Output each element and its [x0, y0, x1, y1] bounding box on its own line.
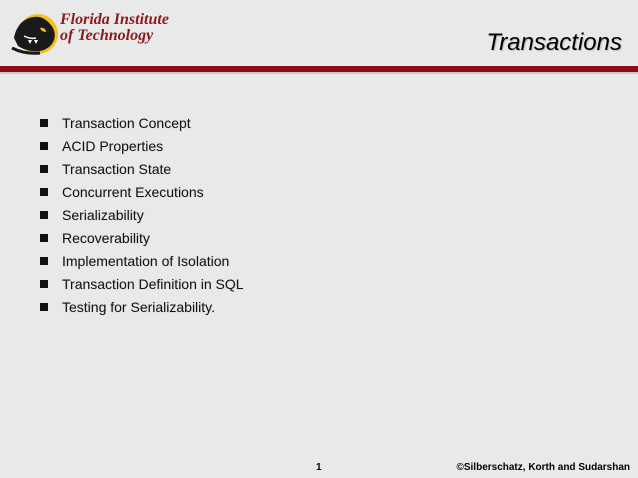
square-bullet-icon — [40, 211, 48, 219]
square-bullet-icon — [40, 280, 48, 288]
logo-line-1: Florida Institute — [60, 11, 169, 28]
square-bullet-icon — [40, 257, 48, 265]
header-rule-shadow — [0, 72, 638, 74]
bullet-text: ACID Properties — [62, 138, 164, 154]
bullet-text: Transaction Definition in SQL — [62, 276, 244, 292]
square-bullet-icon — [40, 165, 48, 173]
slide-title: Transactions — [486, 29, 622, 56]
logo-text — [60, 12, 169, 44]
page-number: 1 — [316, 462, 322, 473]
bullet-text: Transaction Concept — [62, 115, 191, 131]
logo-line-2: of Technology — [60, 27, 154, 44]
institution-logo — [10, 8, 170, 58]
square-bullet-icon — [40, 188, 48, 196]
copyright-notice: ©Silberschatz, Korth and Sudarshan — [456, 462, 630, 473]
square-bullet-icon — [40, 142, 48, 150]
bullet-text: Implementation of Isolation — [62, 253, 230, 269]
bullet-text: Transaction State — [62, 161, 172, 177]
bullet-text: Concurrent Executions — [62, 184, 204, 200]
square-bullet-icon — [40, 119, 48, 127]
square-bullet-icon — [40, 303, 48, 311]
square-bullet-icon — [40, 234, 48, 242]
bullet-text: Recoverability — [62, 230, 150, 246]
bullet-text: Serializability — [62, 207, 144, 223]
panther-logo-icon — [10, 8, 62, 56]
bullet-text: Testing for Serializability. — [62, 299, 216, 315]
